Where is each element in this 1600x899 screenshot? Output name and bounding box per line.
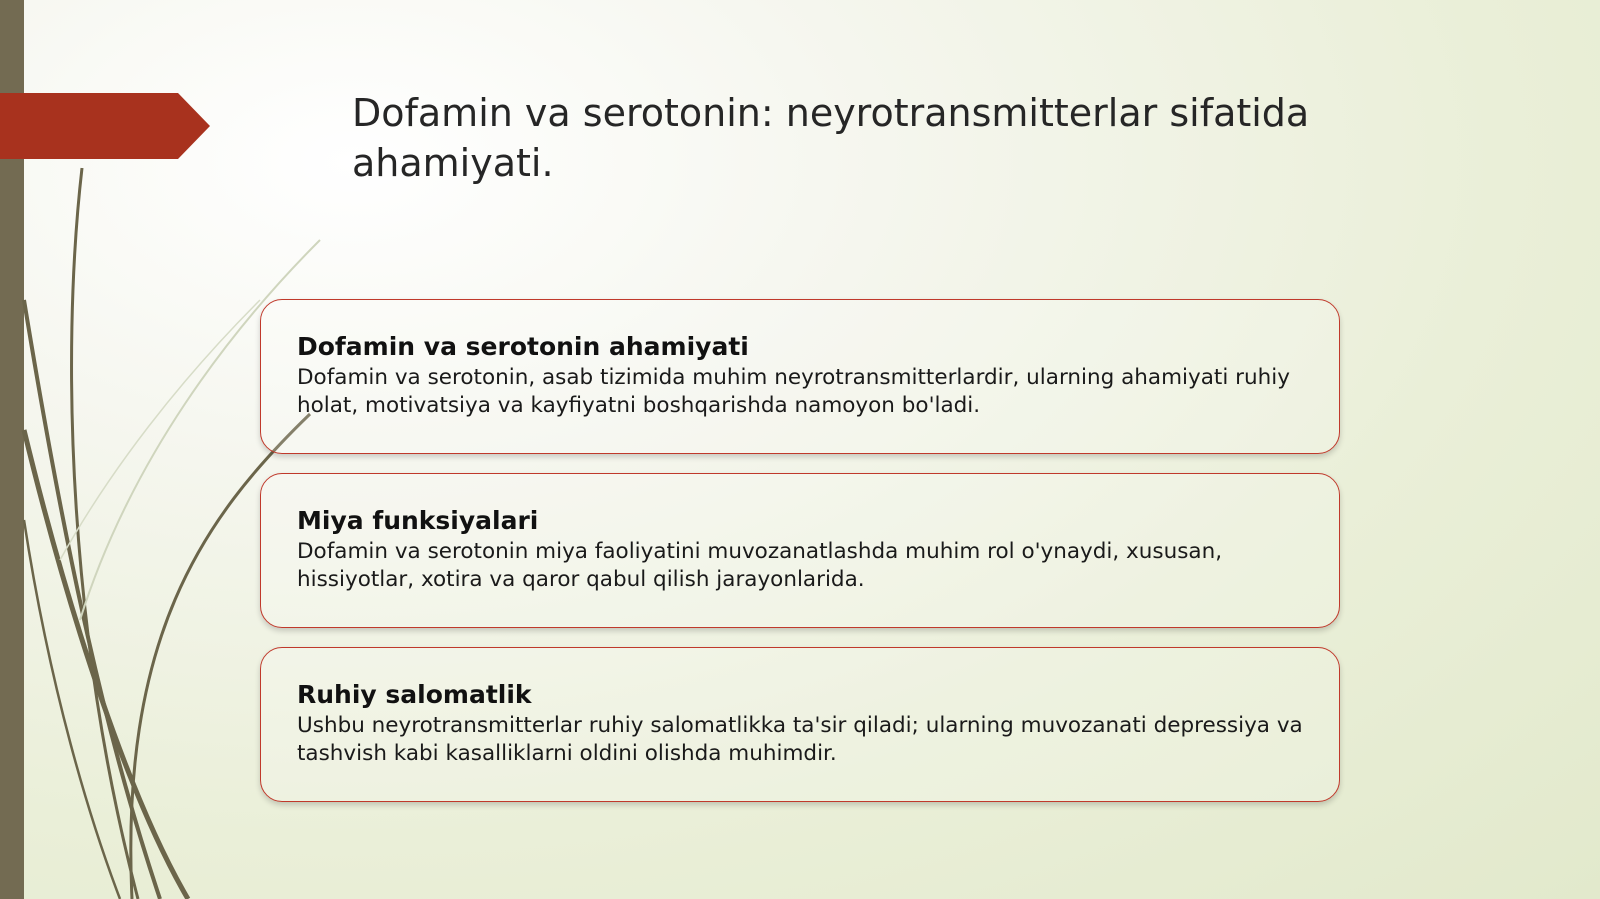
card-heading: Miya funksiyalari [297, 506, 539, 535]
card-heading: Dofamin va serotonin ahamiyati [297, 332, 749, 361]
card-importance [260, 299, 1340, 454]
card-text: Dofamin va serotonin, asab tizimida muhim neyrotransmitterlardir, ularning ahamiyati ruhiy holat, motivatsiya va kayfiyatni boshqarishda namoyon bo'ladi. [297, 365, 1290, 418]
card-text: Ushbu neyrotransmitterlar ruhiy salomatlikka ta'sir qiladi; ularning muvozanati depressiya va tashvish kabi kasalliklarni oldini olishda muhimdir. [297, 713, 1303, 766]
card-mental-health [260, 647, 1340, 802]
title-arrow-marker [0, 93, 210, 159]
slide-title: Dofamin va serotonin: neyrotransmitterlar sifatida ahamiyati. [352, 91, 1310, 185]
card-text: Dofamin va serotonin miya faoliyatini muvozanatlashda muhim rol o'ynaydi, xususan, hissiyotlar, xotira va qaror qabul qilish jarayonlarida. [297, 539, 1223, 592]
card-heading: Ruhiy salomatlik [297, 680, 532, 709]
card-brain-functions [260, 473, 1340, 628]
